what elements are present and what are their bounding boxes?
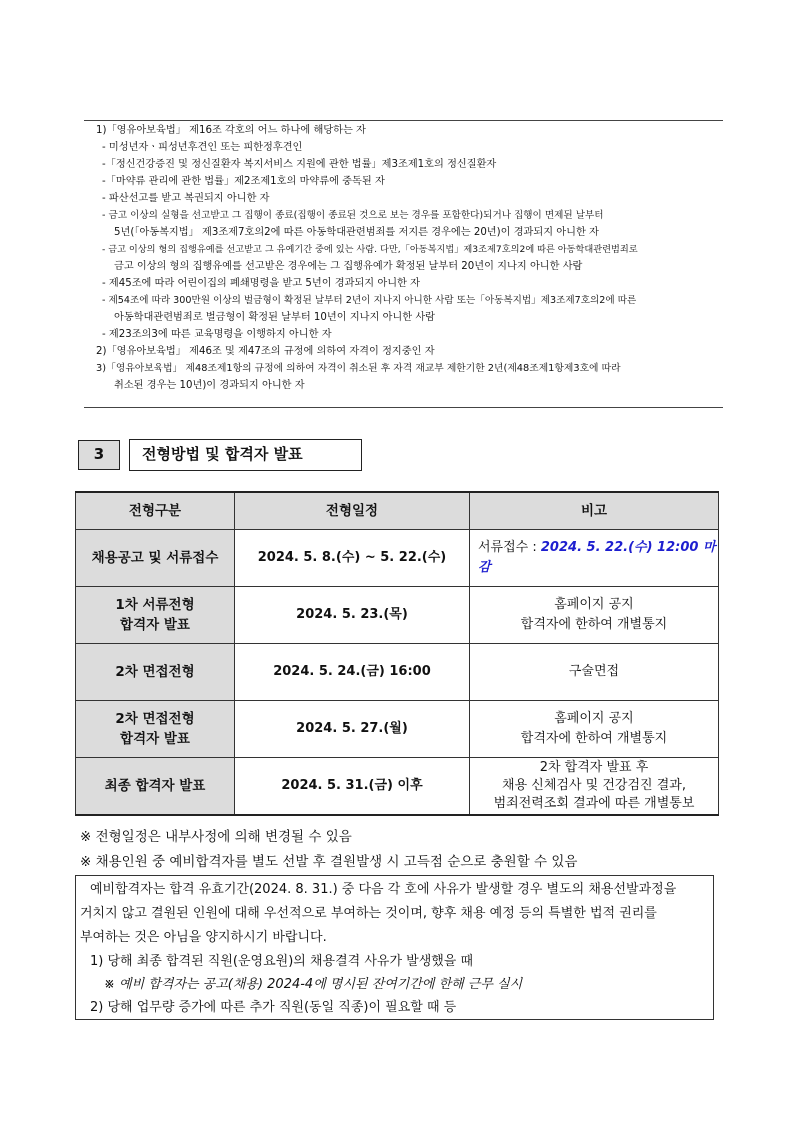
- row-note: [470, 587, 719, 644]
- schedule-change-note: ※ 전형일정은 내부사정에 의해 변경될 수 있음: [80, 829, 352, 845]
- reserve-item-note: ※ 예비 합격자는 공고(채용) 2024-4에 명시된 잔여기간에 한해 근무 실시: [104, 977, 523, 992]
- table-row: [76, 530, 719, 587]
- row-category: [76, 701, 235, 758]
- note-text: 2차 합격자 발표 후: [539, 760, 649, 775]
- note-text: 채용 신체검사 및 건강검진 결과,: [502, 778, 686, 793]
- category-text: 2차 면접전형: [115, 664, 195, 680]
- disqualification-box: [84, 120, 723, 408]
- category-text: 2차 면접전형: [115, 711, 195, 727]
- note-text: 홈페이지 공지: [554, 597, 634, 612]
- disq-line: 3)「영유아보육법」 제48조제1항의 규정에 의하여 자격이 취소된 후 자격 재교부 제한기한 2년(제48조제1항제3호에 따라: [96, 363, 621, 374]
- disq-line: -「정신건강증진 및 정신질환자 복지서비스 지원에 관한 법률」제3조제1호의 정신질환자: [102, 159, 497, 170]
- disq-line: 5년(「아동복지법」 제3조제7호의2에 따른 아동학대관련범죄를 저지른 경우에는 20년)이 경과되지 아니한 자: [114, 227, 599, 238]
- disq-line: 금고 이상의 형의 집행유예를 선고받은 경우에는 그 집행유예가 확정된 날부터 20년이 지나지 아니한 사람: [114, 261, 583, 272]
- table-row: [76, 701, 719, 758]
- disq-line: 취소된 경우는 10년)이 경과되지 아니한 자: [114, 380, 305, 391]
- disq-line: 1)「영유아보육법」 제16조 각호의 어느 하나에 해당하는 자: [96, 125, 366, 136]
- row-category: [76, 758, 235, 816]
- note-text: 범죄전력조회 결과에 따른 개별통보: [493, 796, 695, 811]
- schedule-table: [75, 491, 719, 816]
- disq-line: - 미성년자ㆍ피성년후견인 또는 피한정후견인: [102, 142, 303, 153]
- section-title: 전형방법 및 합격자 발표: [129, 439, 362, 471]
- row-note: [470, 644, 719, 701]
- table-header-row: [76, 492, 719, 530]
- reserve-candidate-note: ※ 채용인원 중 예비합격자를 별도 선발 후 결원발생 시 고득점 순으로 충원할 수 있음: [80, 854, 578, 870]
- reserve-item: 2) 당해 업무량 증가에 따른 추가 직원(동일 직종)이 필요할 때 등: [90, 1000, 457, 1015]
- reserve-item: 1) 당해 최종 합격된 직원(운영요원)의 채용결격 사유가 발생했을 때: [90, 954, 474, 969]
- row-category: [76, 644, 235, 701]
- header-category: 전형구분: [76, 492, 235, 530]
- reserve-paragraph: 예비합격자는 합격 유효기간(2024. 8. 31.) 중 다음 각 호에 사유가 발생할 경우 별도의 채용선발과정을: [90, 882, 677, 897]
- reserve-paragraph: 거치지 않고 결원된 인원에 대해 우선적으로 부여하는 것이며, 향후 채용 예정 등의 특별한 법적 권리를: [80, 906, 657, 921]
- disq-line: - 파산선고를 받고 복권되지 아니한 자: [102, 193, 270, 204]
- disq-line: -「마약류 관리에 관한 법률」제2조제1호의 마약류에 중독된 자: [102, 176, 385, 187]
- note-text: 합격자에 한하여 개별통지: [520, 617, 668, 632]
- disq-line: 아동학대관련범죄로 벌금형이 확정된 날부터 10년이 지나지 아니한 사람: [114, 312, 436, 323]
- category-text: 1차 서류전형: [115, 597, 195, 613]
- row-date: 2024. 5. 8.(수) ~ 5. 22.(수): [235, 530, 470, 587]
- note-text: 홈페이지 공지: [554, 711, 634, 726]
- category-text: 최종 합격자 발표: [104, 778, 206, 794]
- category-text: 채용공고 및 서류접수: [91, 550, 219, 566]
- reserve-paragraph: 부여하는 것은 아님을 양지하시기 바랍니다.: [80, 930, 327, 945]
- category-text: 합격자 발표: [120, 617, 190, 633]
- disq-line: - 제23조의3에 따른 교육명령을 이행하지 아니한 자: [102, 329, 332, 340]
- disq-line: - 금고 이상의 형의 집행유예를 선고받고 그 유예기간 중에 있는 사람. 다만,「아동복지법」제3조제7호의2에 따른 아동학대관련범죄로: [102, 244, 638, 255]
- row-date: 2024. 5. 27.(월): [235, 701, 470, 758]
- row-note: [470, 701, 719, 758]
- disq-line: - 제54조에 따라 300만원 이상의 벌금형이 확정된 날부터 2년이 지나지 아니한 사람 또는「아동복지법」제3조제7호의2에 따른: [102, 295, 637, 306]
- section-number: 3: [78, 440, 120, 470]
- table-row: [76, 644, 719, 701]
- category-text: 합격자 발표: [120, 731, 190, 747]
- row-category: [76, 530, 235, 587]
- row-date: 2024. 5. 24.(금) 16:00: [235, 644, 470, 701]
- row-note: [470, 530, 719, 587]
- deadline-text: 2024. 5. 22.(수) 12:00 마감: [478, 540, 716, 575]
- note-prefix: 서류접수 :: [478, 540, 541, 555]
- reserve-info-box: [75, 875, 714, 1020]
- row-category: [76, 587, 235, 644]
- table-row: [76, 758, 719, 816]
- disq-line: - 제45조에 따라 어린이집의 폐쇄명령을 받고 5년이 경과되지 아니한 자: [102, 278, 420, 289]
- note-text: 구술면접: [568, 664, 620, 679]
- table-row: [76, 587, 719, 644]
- header-note: 비고: [470, 492, 719, 530]
- row-note: [470, 758, 719, 816]
- row-date: 2024. 5. 23.(목): [235, 587, 470, 644]
- header-schedule: 전형일정: [235, 492, 470, 530]
- note-text: 합격자에 한하여 개별통지: [520, 731, 668, 746]
- disq-line: - 금고 이상의 실형을 선고받고 그 집행이 종료(집행이 종료된 것으로 보는 경우를 포함한다)되거나 집행이 면제된 날부터: [102, 210, 604, 221]
- disq-line: 2)「영유아보육법」 제46조 및 제47조의 규정에 의하여 자격이 정지중인 자: [96, 346, 435, 357]
- row-date: 2024. 5. 31.(금) 이후: [235, 758, 470, 816]
